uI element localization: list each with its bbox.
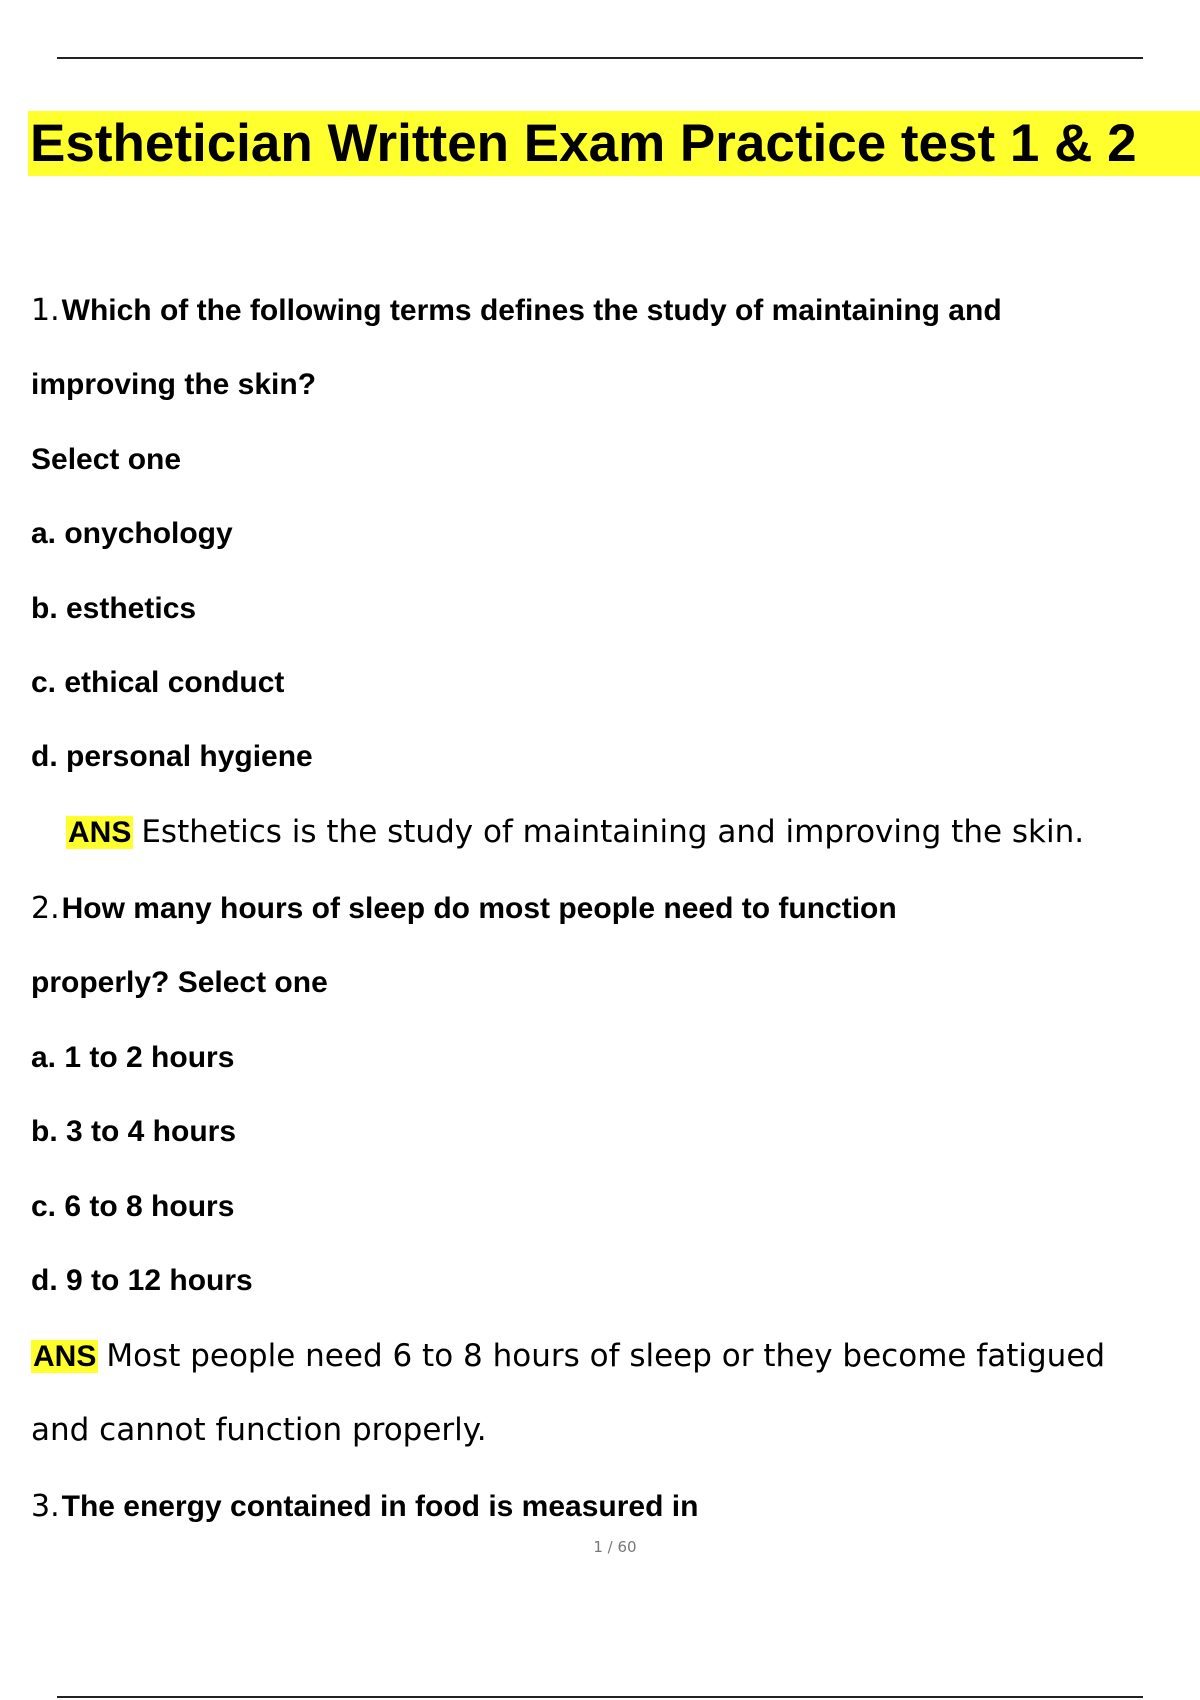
question-2-answer <box>31 1337 1105 1376</box>
answer-1-text: Esthetics is the study of maintaining and improving the skin. <box>141 814 1085 850</box>
question-1-option-d: d. personal hygiene <box>31 740 313 773</box>
question-2-number: 2. <box>31 891 60 926</box>
answer-2-text-line1: Most people need 6 to 8 hours of sleep or they become fatigued <box>106 1338 1106 1374</box>
question-3-number: 3. <box>31 1489 60 1524</box>
page-indicator: 1 / 60 <box>593 1538 637 1556</box>
question-1-answer <box>66 813 1084 852</box>
question-2-option-c: c. 6 to 8 hours <box>31 1190 235 1223</box>
question-1-text-line1: Which of the following terms defines the study of maintaining and <box>61 294 1002 327</box>
question-2-option-a: a. 1 to 2 hours <box>31 1041 235 1074</box>
answer-1-label: ANS <box>68 816 132 849</box>
question-1-option-b: b. esthetics <box>31 592 197 625</box>
answer-2-text-line2-content: and cannot function properly. <box>31 1412 487 1448</box>
document-title-text: Esthetician Written Exam Practice test 1 & 2 <box>30 114 1137 173</box>
answer-2-text-line2 <box>31 1411 487 1450</box>
question-3-text-line1: The energy contained in food is measured in <box>61 1490 699 1523</box>
question-2-option-b: b. 3 to 4 hours <box>31 1115 237 1148</box>
question-1-option-a: a. onychology <box>31 517 233 550</box>
question-1-text-line2: improving the skin? <box>31 368 317 401</box>
answer-2-label: ANS <box>33 1340 97 1373</box>
bottom-rule <box>57 1696 1143 1698</box>
question-2-text-line1: How many hours of sleep do most people need to function <box>61 892 897 925</box>
question-2-option-d: d. 9 to 12 hours <box>31 1264 253 1297</box>
top-rule <box>57 57 1143 59</box>
question-3 <box>31 1488 698 1526</box>
question-2-text-line2: properly? Select one <box>31 966 328 999</box>
question-1-number: 1. <box>31 293 60 328</box>
question-1-select: Select one <box>31 443 182 476</box>
document-title <box>28 111 1200 176</box>
question-2 <box>31 890 897 928</box>
question-1 <box>31 292 1002 330</box>
question-1-option-c: c. ethical conduct <box>31 666 285 699</box>
